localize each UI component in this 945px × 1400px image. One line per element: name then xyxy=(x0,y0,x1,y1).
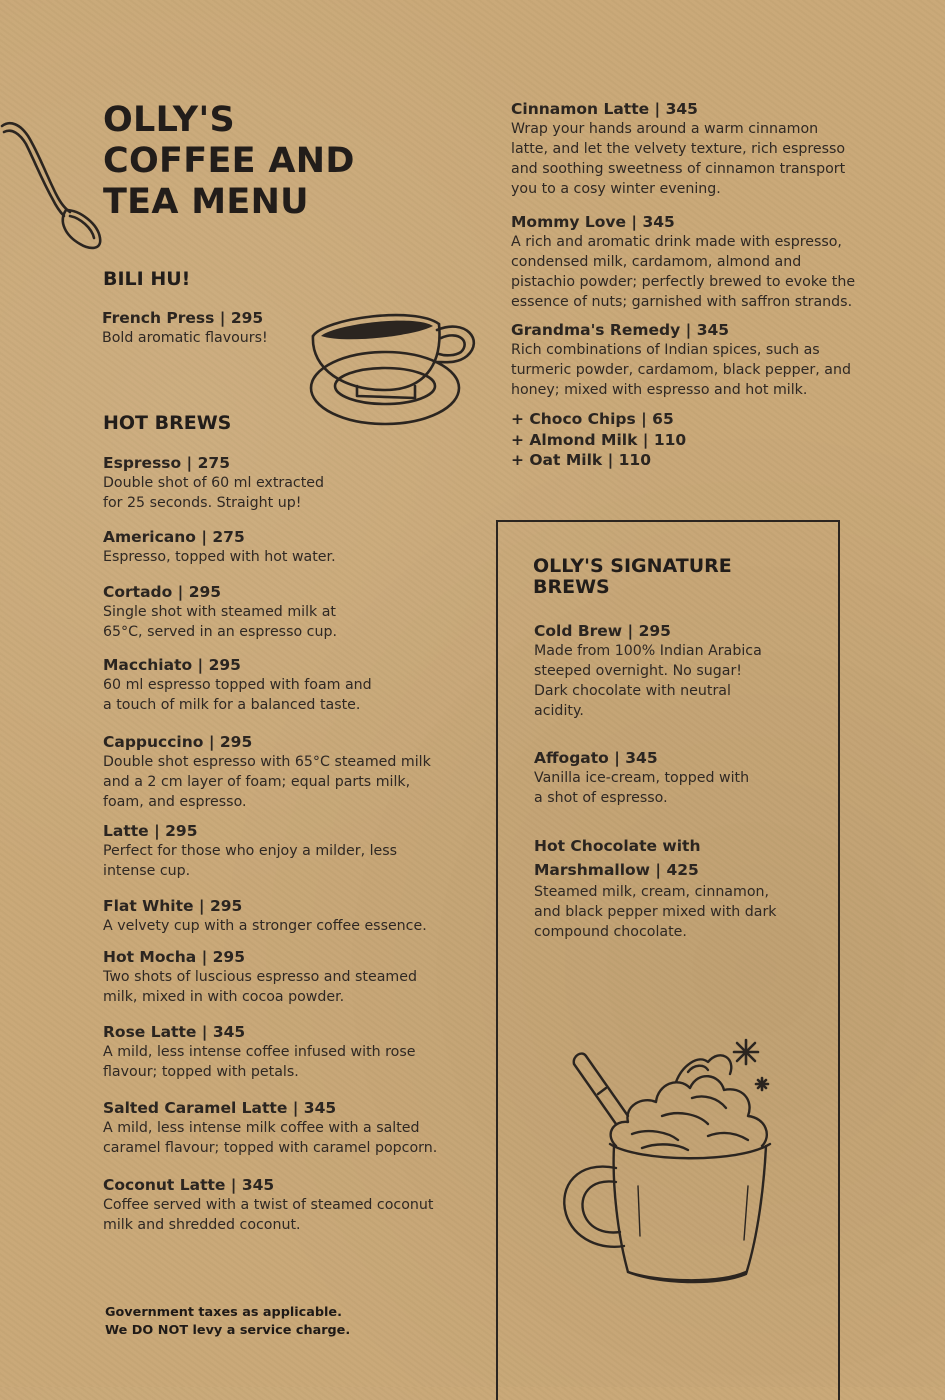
addons-list xyxy=(511,409,686,471)
addon-item: + Oat Milk | 110 xyxy=(511,451,651,469)
menu-item xyxy=(102,308,268,348)
menu-item xyxy=(103,527,336,567)
menu-title-line: COFFEE AND xyxy=(103,141,355,181)
addon-item: + Almond Milk | 110 xyxy=(511,430,687,449)
item-desc: A velvety cup with a stronger coffee essence. xyxy=(103,918,427,934)
item-desc: A mild, less intense coffee infused with rose flavour; topped with petals. xyxy=(103,1044,416,1080)
menu-item xyxy=(103,453,324,513)
hot-brews-heading: HOT BREWS xyxy=(103,412,232,434)
item-desc: Perfect for those who enjoy a milder, less intense cup. xyxy=(103,843,398,879)
menu-item xyxy=(103,947,417,1007)
menu-item xyxy=(511,99,845,199)
menu-item xyxy=(103,732,431,812)
item-name: Affogato | 345 xyxy=(534,749,658,767)
menu-item xyxy=(534,748,749,808)
menu-item xyxy=(534,834,777,942)
item-desc: Espresso, topped with hot water. xyxy=(103,549,336,565)
footer-note xyxy=(105,1304,350,1339)
menu-item xyxy=(534,621,762,721)
item-name: Cold Brew | 295 xyxy=(534,622,671,640)
menu-item xyxy=(103,655,372,715)
footer-line: Government taxes as applicable. xyxy=(105,1305,342,1320)
signature-heading: OLLY'S SIGNATURE BREWS xyxy=(533,555,732,598)
item-name: Flat White | 295 xyxy=(103,897,243,915)
menu-item xyxy=(103,1098,437,1158)
item-desc: A rich and aromatic drink made with espresso, condensed milk, cardamom, almond and pistachio powder; perfectly brewed to evoke the essence of nuts; garnished with saffron strands. xyxy=(511,234,856,310)
item-name: Macchiato | 295 xyxy=(103,656,241,674)
item-name: Hot Mocha | 295 xyxy=(103,948,245,966)
item-desc: Double shot of 60 ml extracted for 25 seconds. Straight up! xyxy=(103,475,325,511)
item-desc: Coffee served with a twist of steamed coconut milk and shredded coconut. xyxy=(103,1197,434,1233)
item-desc: Rich combinations of Indian spices, such as turmeric powder, cardamom, black pepper, and honey; mixed with espresso and hot milk. xyxy=(511,342,851,398)
item-name: Cinnamon Latte | 345 xyxy=(511,100,698,118)
menu-item xyxy=(511,212,855,312)
footer-line: We DO NOT levy a service charge. xyxy=(105,1322,351,1338)
bili-hu-heading: BILI HU! xyxy=(103,268,191,290)
item-name: Grandma's Remedy | 345 xyxy=(511,321,730,339)
menu-item xyxy=(511,320,851,400)
item-name: Mommy Love | 345 xyxy=(511,213,675,231)
item-name: Espresso | 275 xyxy=(103,454,230,472)
item-name: Cortado | 295 xyxy=(103,583,222,601)
item-desc: Two shots of luscious espresso and steamed milk, mixed in with cocoa powder. xyxy=(103,969,417,1005)
item-name: Americano | 275 xyxy=(103,528,245,546)
menu-item xyxy=(103,1175,433,1235)
item-name: Salted Caramel Latte | 345 xyxy=(103,1099,337,1117)
menu-title-line: TEA MENU xyxy=(103,182,309,222)
item-name: Rose Latte | 345 xyxy=(103,1023,246,1041)
item-name: French Press | 295 xyxy=(102,309,264,327)
menu-item xyxy=(103,896,427,936)
menu-item xyxy=(103,1022,415,1082)
item-desc: Bold aromatic flavours! xyxy=(102,330,268,346)
menu-title-line: OLLY'S xyxy=(103,100,235,140)
item-desc: 60 ml espresso topped with foam and a touch of milk for a balanced taste. xyxy=(103,677,372,713)
item-desc: Steamed milk, cream, cinnamon, and black pepper mixed with dark compound chocolate. xyxy=(534,884,777,940)
menu-title xyxy=(103,100,423,223)
item-desc: Made from 100% Indian Arabica steeped overnight. No sugar! Dark chocolate with neutral acidity. xyxy=(534,643,762,719)
item-name: Cappuccino | 295 xyxy=(103,733,253,751)
item-name: Latte | 295 xyxy=(103,822,198,840)
coffee-cup-icon xyxy=(305,300,485,430)
menu-item xyxy=(103,582,337,642)
item-desc: Wrap your hands around a warm cinnamon latte, and let the velvety texture, rich espresso and soothing sweetness of cinnamon transport you to a cosy winter evening. xyxy=(511,121,846,197)
item-name: Coconut Latte | 345 xyxy=(103,1176,275,1194)
item-desc: Double shot espresso with 65°C steamed milk and a 2 cm layer of foam; equal parts milk, foam, and espresso. xyxy=(103,754,431,810)
addon-item: + Choco Chips | 65 xyxy=(511,410,674,428)
item-desc: Vanilla ice-cream, topped with a shot of espresso. xyxy=(534,770,750,806)
item-desc: A mild, less intense milk coffee with a salted caramel flavour; topped with caramel popcorn. xyxy=(103,1120,438,1156)
spoon-icon xyxy=(0,118,110,258)
item-desc: Single shot with steamed milk at 65°C, served in an espresso cup. xyxy=(103,604,337,640)
item-name: Hot Chocolate with Marshmallow | 425 xyxy=(534,837,701,879)
menu-item xyxy=(103,821,397,881)
sparkle-icon xyxy=(728,1036,776,1096)
